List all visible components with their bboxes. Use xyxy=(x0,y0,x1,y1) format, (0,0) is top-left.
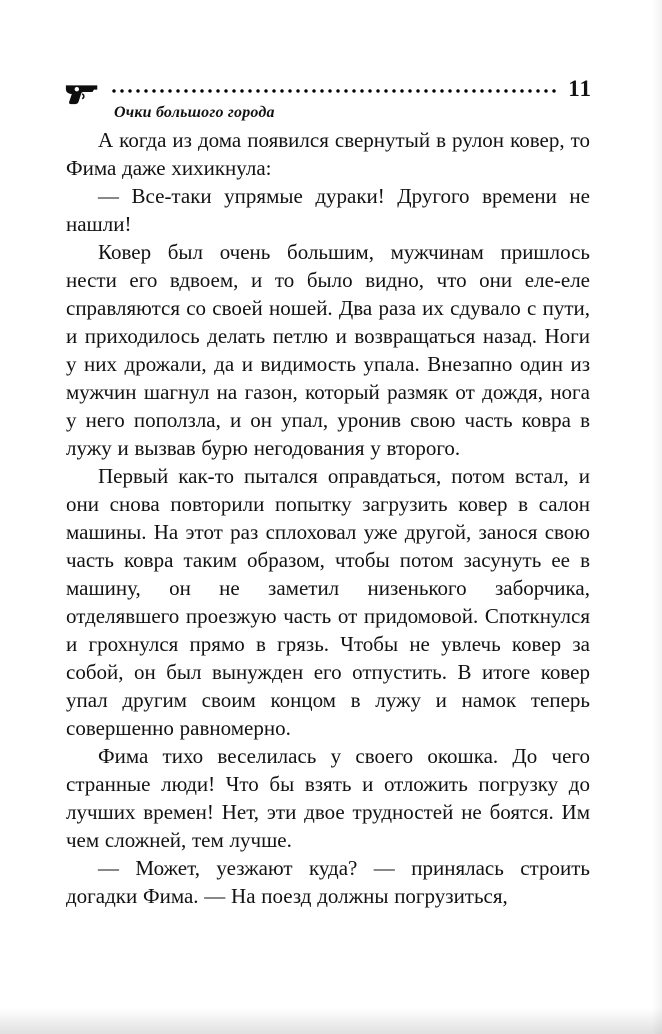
paragraph: Фима тихо веселилась у своего окошка. До чего странные люди! Что бы взять и отложить погрузку до лучших времен! Нет, эти двое трудностей не боятся. Им чем сложней, тем лучше. xyxy=(66,744,590,852)
paragraph: А когда из дома появился свернутый в рулон ковер, то Фима даже хихикнула: xyxy=(66,128,590,180)
paragraph: Первый как-то пытался оправдаться, потом встал, и они снова повторили попытку загрузить ковер в салон машины. На этот раз сплоховал уже другой, занося свою часть ковра таким образом, чтобы потом засунуть ее в машину, он не заметил низенького заборчика, отделявшего проезжую часть от придомовой. Споткнулся и грохнулся прямо в грязь. Чтобы не увлечь ковер за собой, он был вынужден его отпустить. В итоге ковер упал другим своим концом в лужу и намок теперь совершенно равномерно. xyxy=(66,464,590,740)
header-row xyxy=(64,76,592,106)
dotted-rule xyxy=(110,89,558,93)
scan-bottom-shadow xyxy=(0,1008,662,1034)
gun-icon xyxy=(64,80,102,106)
page-number: 11 xyxy=(568,76,592,101)
paragraph: Ковер был очень большим, мужчинам пришлось нести его вдвоем, и то было видно, что они еле-еле справляются со своей ношей. Два раза их сдувало с пути, и приходилось делать петлю и возвращаться назад. Ноги у них дрожали, да и видимость упала. Внезапно один из мужчин шагнул на газон, который размяк от дождя, нога у него поползла, и он упал, уронив свою часть ковра в лужу и вызвав бурю негодования у второго. xyxy=(66,240,590,460)
running-title: Очки большого города xyxy=(114,104,275,121)
scan-edge-shadow xyxy=(652,0,662,1034)
paragraph-dialogue: — Может, уезжают куда? — принялась строить догадки Фима. — На поезд должны погрузиться, xyxy=(66,856,590,908)
page-text xyxy=(66,126,590,910)
paragraph-dialogue: — Все-таки упрямые дураки! Другого времени не нашли! xyxy=(66,184,590,236)
page-header xyxy=(64,76,592,122)
